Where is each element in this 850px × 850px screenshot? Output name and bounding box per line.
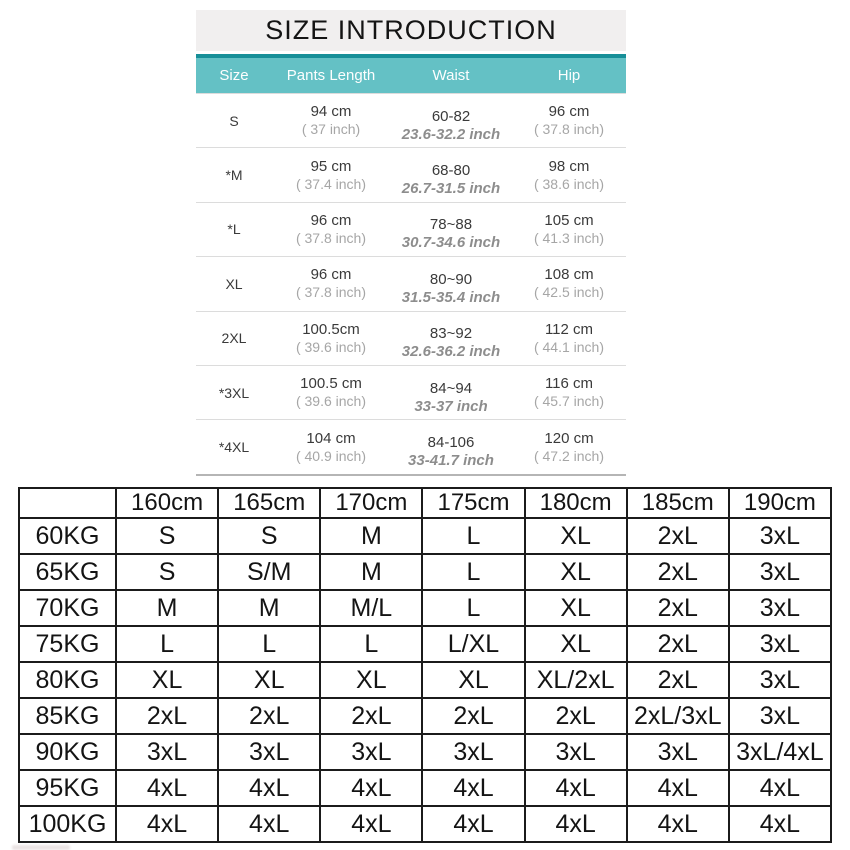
pants-length-inch: ( 39.6 inch): [295, 338, 367, 355]
matrix-size-cell: 2xL: [218, 698, 320, 734]
matrix-size-cell: L: [320, 626, 422, 662]
matrix-size-cell: 2xL: [627, 554, 729, 590]
pants-length-inch: ( 40.9 inch): [295, 447, 367, 464]
pants-length-cm: 96 cm: [310, 266, 352, 284]
matrix-size-cell: 4xL: [218, 806, 320, 842]
intro-hip-cell: [512, 375, 626, 410]
matrix-size-cell: 3xL: [627, 734, 729, 770]
matrix-height-header: 185cm: [627, 488, 729, 518]
matrix-weight-cell: 60KG: [19, 518, 116, 554]
intro-row: [196, 420, 626, 476]
hip-cm: 112 cm: [544, 320, 594, 338]
intro-pants-length-cell: [272, 103, 390, 138]
pants-length-inch: ( 37.8 inch): [295, 229, 367, 246]
artifact-smudge: [12, 845, 70, 850]
matrix-size-cell: 4xL: [116, 806, 218, 842]
matrix-size-cell: XL: [320, 662, 422, 698]
matrix-size-cell: M/L: [320, 590, 422, 626]
matrix-height-header: 170cm: [320, 488, 422, 518]
matrix-size-cell: 4xL: [116, 770, 218, 806]
matrix-weight-cell: 65KG: [19, 554, 116, 590]
matrix-row: [19, 806, 831, 842]
matrix-weight-cell: 70KG: [19, 590, 116, 626]
intro-waist-cell: [390, 425, 512, 469]
pants-length-cm: 96 cm: [310, 211, 352, 229]
matrix-weight-cell: 90KG: [19, 734, 116, 770]
matrix-height-header: 180cm: [525, 488, 627, 518]
matrix-size-cell: 4xL: [218, 770, 320, 806]
pants-length-inch: ( 37.4 inch): [295, 175, 367, 192]
hip-cm: 108 cm: [544, 266, 594, 284]
matrix-size-cell: 2xL: [627, 662, 729, 698]
size-intro-rows: [196, 93, 626, 476]
matrix-row: [19, 518, 831, 554]
intro-waist-cell: [390, 99, 512, 143]
column-header-waist: Waist: [432, 67, 470, 84]
matrix-size-cell: 3xL: [729, 662, 831, 698]
column-header-pants-length: Pants Length: [286, 67, 376, 84]
matrix-height-header: 190cm: [729, 488, 831, 518]
matrix-row: [19, 698, 831, 734]
intro-pants-length-cell: [272, 158, 390, 193]
waist-inch: 32.6-36.2 inch: [401, 343, 501, 361]
intro-row: [196, 148, 626, 202]
size-introduction-table: [196, 10, 626, 476]
intro-row: [196, 257, 626, 311]
matrix-row: [19, 734, 831, 770]
matrix-size-cell: S: [218, 518, 320, 554]
column-header-hip: Hip: [557, 67, 581, 84]
intro-size-cell: *3XL: [218, 384, 250, 401]
pants-length-inch: ( 37 inch): [301, 121, 361, 138]
matrix-size-cell: 3xL: [729, 590, 831, 626]
matrix-size-cell: XL: [525, 590, 627, 626]
matrix-row: [19, 662, 831, 698]
matrix-size-cell: L/XL: [422, 626, 524, 662]
matrix-size-cell: XL: [218, 662, 320, 698]
intro-size-cell: *4XL: [218, 439, 250, 456]
matrix-size-cell: 4xL: [320, 770, 422, 806]
intro-row: [196, 312, 626, 366]
waist-inch: 31.5-35.4 inch: [401, 288, 501, 306]
matrix-size-cell: XL: [422, 662, 524, 698]
matrix-size-cell: 3xL: [729, 626, 831, 662]
matrix-size-cell: 4xL: [525, 770, 627, 806]
intro-row: [196, 366, 626, 420]
matrix-size-cell: 4xL: [422, 770, 524, 806]
hip-inch: ( 41.3 inch): [533, 229, 605, 246]
intro-pants-length-cell: [272, 321, 390, 356]
matrix-row: [19, 590, 831, 626]
matrix-size-cell: 2xL: [422, 698, 524, 734]
matrix-size-cell: S: [116, 554, 218, 590]
matrix-size-cell: 4xL: [627, 770, 729, 806]
matrix-size-cell: 3xL: [525, 734, 627, 770]
waist-cm: 84-106: [427, 434, 475, 452]
matrix-height-header: 175cm: [422, 488, 524, 518]
intro-hip-cell: [512, 266, 626, 301]
intro-waist-cell: [390, 371, 512, 415]
matrix-size-cell: XL: [525, 626, 627, 662]
column-header-size: Size: [219, 67, 249, 84]
intro-waist-cell: [390, 262, 512, 306]
intro-row: [196, 94, 626, 148]
matrix-size-cell: 2xL: [525, 698, 627, 734]
matrix-size-cell: L: [116, 626, 218, 662]
hip-inch: ( 37.8 inch): [533, 121, 605, 138]
matrix-body: [19, 518, 831, 842]
waist-inch: 33-41.7 inch: [408, 452, 494, 470]
intro-size-cell: *M: [225, 167, 243, 184]
pants-length-cm: 95 cm: [310, 157, 352, 175]
hip-cm: 105 cm: [544, 211, 594, 229]
pants-length-inch: ( 39.6 inch): [295, 393, 367, 410]
matrix-size-cell: XL: [525, 518, 627, 554]
waist-cm: 84~94: [429, 379, 473, 397]
matrix-size-cell: 4xL: [729, 806, 831, 842]
hip-inch: ( 42.5 inch): [533, 284, 605, 301]
intro-waist-cell: [390, 153, 512, 197]
intro-pants-length-cell: [272, 375, 390, 410]
matrix-height-header: 165cm: [218, 488, 320, 518]
matrix-size-cell: S: [116, 518, 218, 554]
waist-inch: 33-37 inch: [414, 397, 488, 415]
matrix-size-cell: 2xL: [627, 626, 729, 662]
intro-pants-length-cell: [272, 212, 390, 247]
matrix-header-row: [19, 488, 831, 518]
waist-cm: 83~92: [429, 325, 473, 343]
matrix-size-cell: 4xL: [729, 770, 831, 806]
size-matrix-table: [18, 487, 832, 843]
matrix-row: [19, 626, 831, 662]
hip-inch: ( 47.2 inch): [533, 447, 605, 464]
waist-cm: 80~90: [429, 270, 473, 288]
matrix-size-cell: XL/2xL: [525, 662, 627, 698]
matrix-size-cell: L: [422, 590, 524, 626]
pants-length-inch: ( 37.8 inch): [295, 284, 367, 301]
pants-length-cm: 100.5 cm: [300, 375, 362, 393]
waist-cm: 68-80: [431, 162, 471, 180]
waist-inch: 26.7-31.5 inch: [401, 180, 501, 198]
pants-length-cm: 100.5cm: [302, 320, 360, 338]
matrix-row: [19, 554, 831, 590]
intro-waist-cell: [390, 207, 512, 251]
matrix-size-cell: M: [116, 590, 218, 626]
matrix-weight-cell: 85KG: [19, 698, 116, 734]
matrix-size-cell: 3xL/4xL: [729, 734, 831, 770]
hip-inch: ( 45.7 inch): [533, 393, 605, 410]
matrix-size-cell: 4xL: [525, 806, 627, 842]
intro-hip-cell: [512, 321, 626, 356]
matrix-size-cell: 4xL: [320, 806, 422, 842]
matrix-size-cell: M: [320, 554, 422, 590]
intro-size-cell: 2XL: [221, 330, 247, 347]
matrix-size-cell: 3xL: [729, 554, 831, 590]
pants-length-cm: 94 cm: [310, 103, 352, 121]
waist-inch: 23.6-32.2 inch: [401, 125, 501, 143]
matrix-weight-cell: 100KG: [19, 806, 116, 842]
matrix-size-cell: 2xL: [627, 590, 729, 626]
matrix-weight-cell: 95KG: [19, 770, 116, 806]
matrix-size-cell: 4xL: [627, 806, 729, 842]
matrix-size-cell: 2xL: [320, 698, 422, 734]
matrix-size-cell: L: [218, 626, 320, 662]
waist-cm: 60-82: [431, 107, 471, 125]
waist-cm: 78~88: [429, 216, 473, 234]
matrix-size-cell: M: [320, 518, 422, 554]
matrix-size-cell: 3xL: [422, 734, 524, 770]
matrix-size-cell: S/M: [218, 554, 320, 590]
matrix-size-cell: L: [422, 554, 524, 590]
intro-pants-length-cell: [272, 266, 390, 301]
intro-row: [196, 203, 626, 257]
intro-size-cell: XL: [225, 275, 243, 292]
hip-cm: 98 cm: [548, 157, 590, 175]
size-introduction-header-row: [196, 58, 626, 93]
intro-hip-cell: [512, 158, 626, 193]
matrix-size-cell: L: [422, 518, 524, 554]
matrix-size-cell: 3xL: [116, 734, 218, 770]
hip-inch: ( 44.1 inch): [533, 338, 605, 355]
hip-cm: 120 cm: [544, 429, 594, 447]
pants-length-cm: 104 cm: [306, 429, 356, 447]
hip-cm: 116 cm: [544, 375, 594, 393]
matrix-height-header: 160cm: [116, 488, 218, 518]
hip-cm: 96 cm: [548, 103, 590, 121]
intro-size-cell: *L: [227, 221, 241, 238]
matrix-size-cell: 3xL: [729, 698, 831, 734]
matrix-weight-cell: 80KG: [19, 662, 116, 698]
matrix-size-cell: 2xL: [627, 518, 729, 554]
intro-hip-cell: [512, 212, 626, 247]
matrix-size-cell: XL: [116, 662, 218, 698]
matrix-size-cell: 3xL: [729, 518, 831, 554]
matrix-size-cell: 3xL: [218, 734, 320, 770]
matrix-weight-cell: 75KG: [19, 626, 116, 662]
matrix-size-cell: 3xL: [320, 734, 422, 770]
intro-hip-cell: [512, 103, 626, 138]
matrix-size-cell: M: [218, 590, 320, 626]
intro-hip-cell: [512, 430, 626, 465]
waist-inch: 30.7-34.6 inch: [401, 234, 501, 252]
matrix-row: [19, 770, 831, 806]
matrix-size-cell: XL: [525, 554, 627, 590]
matrix-size-cell: 2xL: [116, 698, 218, 734]
size-introduction-title: SIZE INTRODUCTION: [196, 10, 626, 51]
matrix-size-cell: 2xL/3xL: [627, 698, 729, 734]
intro-pants-length-cell: [272, 430, 390, 465]
hip-inch: ( 38.6 inch): [533, 175, 605, 192]
matrix-size-cell: 4xL: [422, 806, 524, 842]
intro-waist-cell: [390, 316, 512, 360]
matrix-corner-cell: [19, 488, 116, 518]
intro-size-cell: S: [229, 112, 239, 129]
